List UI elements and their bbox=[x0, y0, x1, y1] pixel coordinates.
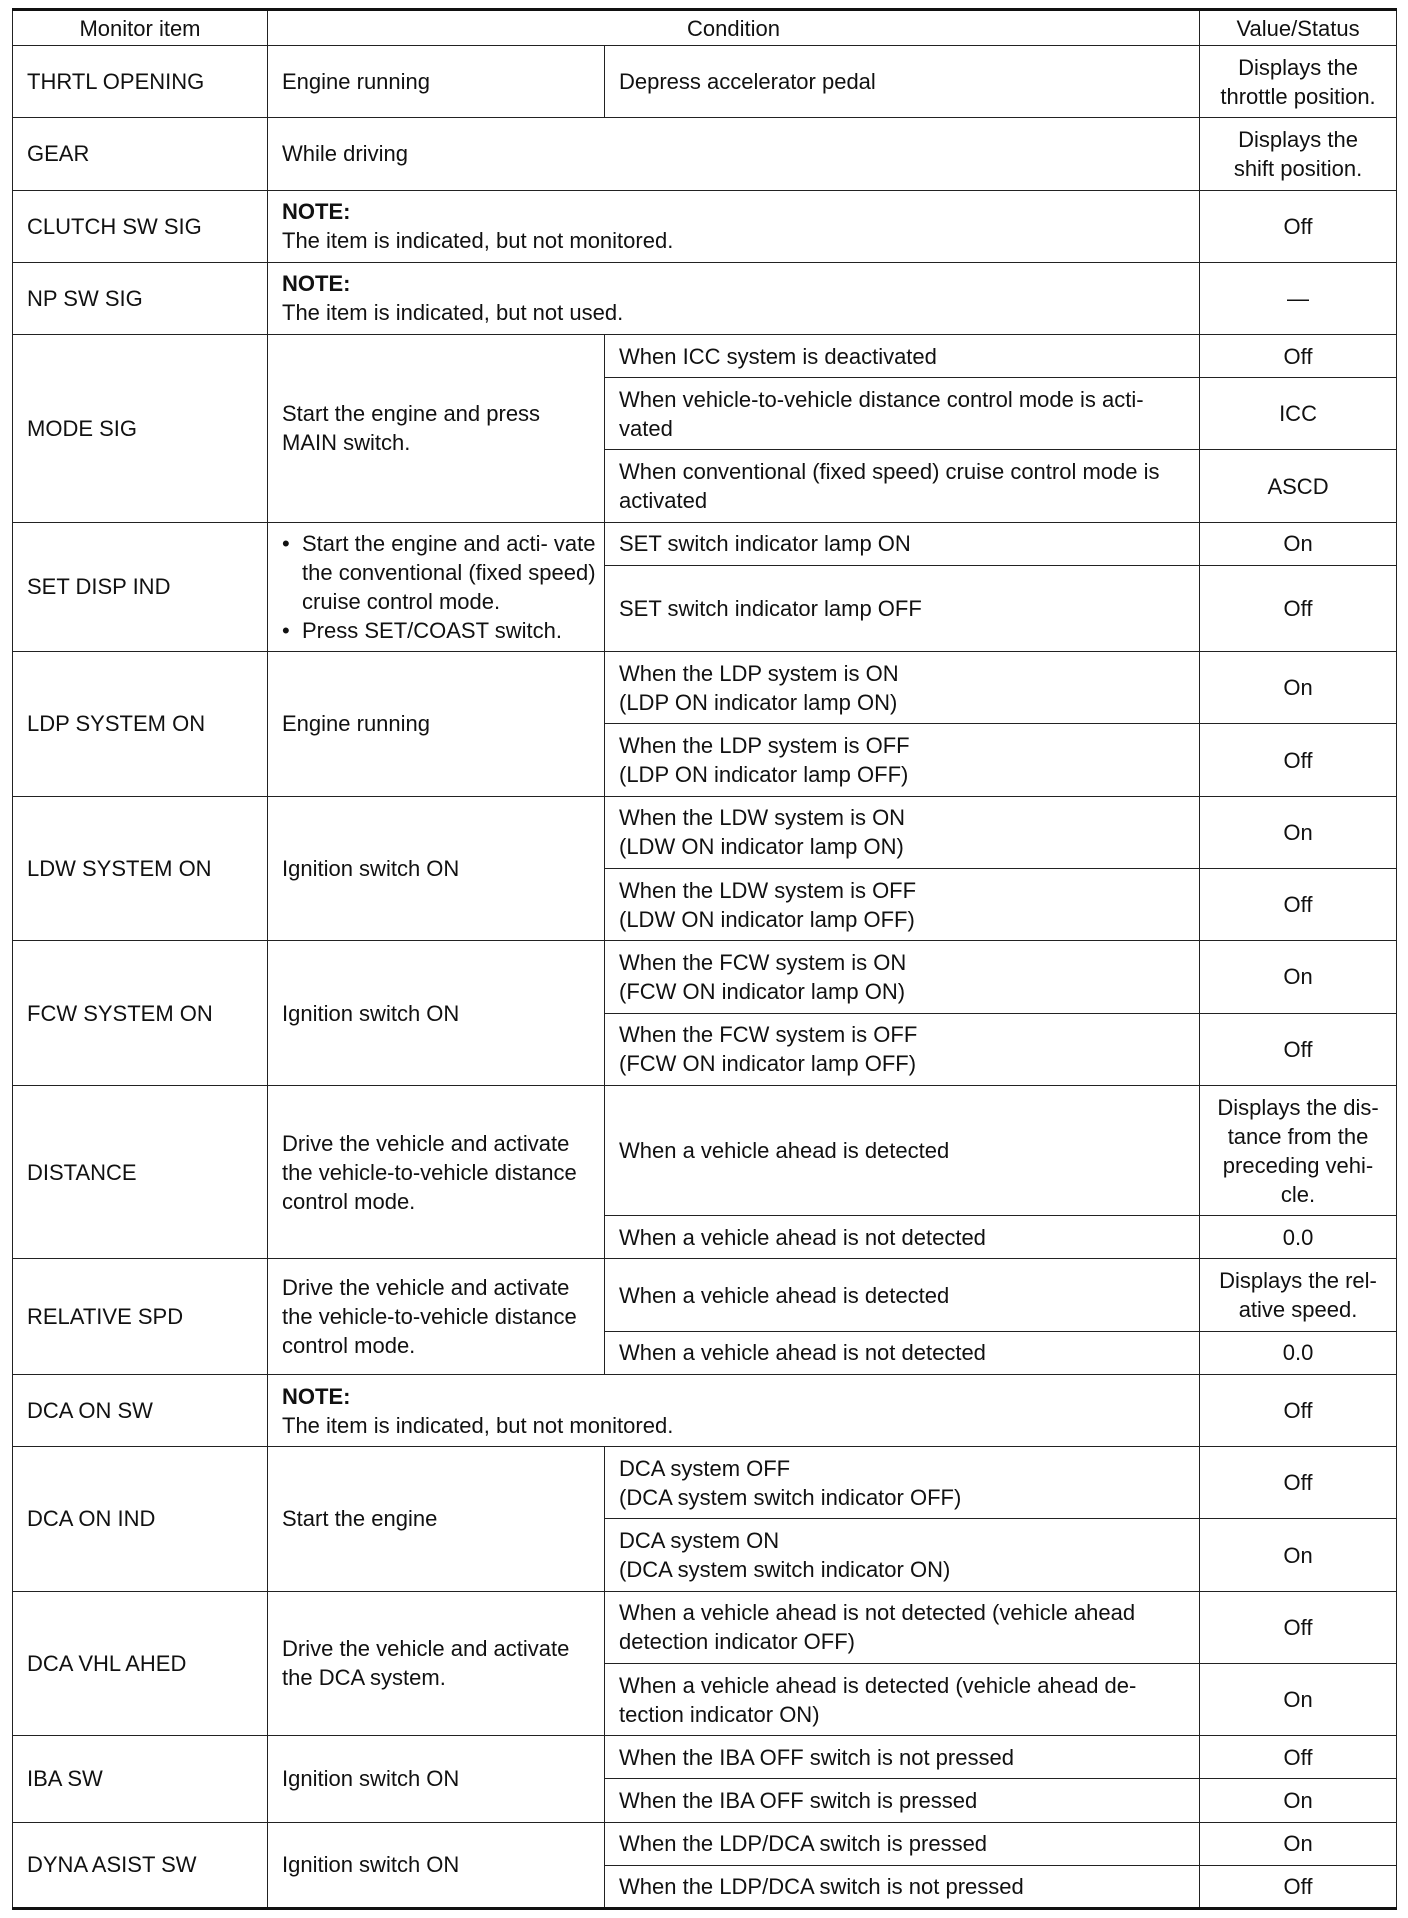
condition-cell: Ignition switch ON bbox=[268, 941, 605, 1086]
sub-condition-cell: When the IBA OFF switch is pressed bbox=[605, 1779, 1200, 1822]
value-line: shift position. bbox=[1233, 155, 1363, 181]
condition-line: (LDW ON indicator lamp ON) bbox=[619, 834, 904, 860]
table-row bbox=[13, 46, 1397, 118]
monitor-item: SET DISP IND bbox=[13, 522, 268, 651]
condition-cell: Start the engine bbox=[268, 1447, 605, 1592]
sub-condition-cell bbox=[605, 1663, 1200, 1735]
sub-condition-cell bbox=[605, 378, 1200, 450]
table-row bbox=[13, 1591, 1397, 1663]
note-cell bbox=[268, 190, 1200, 262]
condition-line: DCA system ON bbox=[619, 1528, 780, 1554]
monitor-table bbox=[12, 8, 1397, 1910]
condition-line: When vehicle-to-vehicle distance control mode is acti- bbox=[619, 386, 1144, 412]
condition-line: the vehicle-to-vehicle distance bbox=[282, 1304, 577, 1330]
value-cell: Off bbox=[1200, 1374, 1397, 1446]
table-row bbox=[13, 190, 1397, 262]
sub-condition-cell: When a vehicle ahead is not detected bbox=[605, 1216, 1200, 1259]
monitor-item: CLUTCH SW SIG bbox=[13, 190, 268, 262]
value-cell: 0.0 bbox=[1200, 1331, 1397, 1374]
table-row bbox=[13, 118, 1397, 190]
sub-condition-cell: When the LDP/DCA switch is pressed bbox=[605, 1822, 1200, 1865]
sub-condition-cell: When a vehicle ahead is not detected bbox=[605, 1331, 1200, 1374]
condition-line: the DCA system. bbox=[282, 1665, 446, 1691]
sub-condition-cell: SET switch indicator lamp ON bbox=[605, 522, 1200, 565]
monitor-item: DYNA ASIST SW bbox=[13, 1822, 268, 1908]
sub-condition-cell: Depress accelerator pedal bbox=[605, 46, 1200, 118]
value-cell bbox=[1200, 118, 1397, 190]
condition-line: Start the engine and press bbox=[282, 401, 541, 427]
header-row bbox=[13, 10, 1397, 46]
condition-line: When the LDW system is OFF bbox=[619, 877, 917, 903]
sub-condition-cell: When a vehicle ahead is detected bbox=[605, 1085, 1200, 1215]
condition-cell: Engine running bbox=[268, 46, 605, 118]
value-cell: Off bbox=[1200, 565, 1397, 651]
table-row bbox=[13, 941, 1397, 1013]
table-row bbox=[13, 262, 1397, 334]
value-cell: On bbox=[1200, 652, 1397, 724]
monitor-item: DCA ON IND bbox=[13, 1447, 268, 1592]
condition-line: (LDP ON indicator lamp OFF) bbox=[619, 762, 909, 788]
sub-condition-cell bbox=[605, 869, 1200, 941]
condition-line: (DCA system switch indicator ON) bbox=[619, 1557, 951, 1583]
condition-cell: Engine running bbox=[268, 652, 605, 797]
sub-condition-cell bbox=[605, 652, 1200, 724]
monitor-item: DCA ON SW bbox=[13, 1374, 268, 1446]
value-cell: Off bbox=[1200, 1447, 1397, 1519]
value-cell: ASCD bbox=[1200, 450, 1397, 522]
value-cell: — bbox=[1200, 262, 1397, 334]
condition-line: (FCW ON indicator lamp OFF) bbox=[619, 1051, 917, 1077]
table-row bbox=[13, 796, 1397, 868]
condition-line: When a vehicle ahead is not detected (vehicle ahead bbox=[619, 1600, 1136, 1626]
sub-condition-cell bbox=[605, 1013, 1200, 1085]
note-text: The item is indicated, but not monitored. bbox=[282, 1412, 674, 1438]
condition-cell bbox=[268, 1085, 605, 1259]
condition-bullet-list bbox=[280, 529, 598, 645]
value-cell: Off bbox=[1200, 1591, 1397, 1663]
value-cell: On bbox=[1200, 522, 1397, 565]
condition-line: activated bbox=[619, 488, 708, 514]
monitor-item: MODE SIG bbox=[13, 335, 268, 523]
condition-line: control mode. bbox=[282, 1333, 416, 1359]
sub-condition-cell: When ICC system is deactivated bbox=[605, 335, 1200, 378]
value-cell bbox=[1200, 1085, 1397, 1215]
value-cell bbox=[1200, 1259, 1397, 1331]
condition-cell bbox=[268, 1259, 605, 1374]
condition-line: Drive the vehicle and activate bbox=[282, 1130, 570, 1156]
value-cell: On bbox=[1200, 1519, 1397, 1591]
condition-cell: While driving bbox=[268, 118, 1200, 190]
sub-condition-cell: When the LDP/DCA switch is not pressed bbox=[605, 1865, 1200, 1908]
condition-cell: Ignition switch ON bbox=[268, 1822, 605, 1908]
sub-condition-cell bbox=[605, 724, 1200, 796]
value-cell: Off bbox=[1200, 1013, 1397, 1085]
condition-line: When the LDP system is ON bbox=[619, 660, 899, 686]
value-line: Displays the bbox=[1238, 54, 1358, 80]
condition-cell: Ignition switch ON bbox=[268, 1736, 605, 1822]
table-row bbox=[13, 1447, 1397, 1519]
condition-line: tection indicator ON) bbox=[619, 1701, 820, 1727]
table-row bbox=[13, 1085, 1397, 1215]
value-line: Displays the rel- bbox=[1219, 1268, 1377, 1294]
value-cell: Off bbox=[1200, 869, 1397, 941]
sub-condition-cell: When a vehicle ahead is detected bbox=[605, 1259, 1200, 1331]
value-cell: On bbox=[1200, 941, 1397, 1013]
condition-bullet: • Press SET/COAST switch. bbox=[280, 616, 598, 645]
condition-line: vated bbox=[619, 415, 673, 441]
monitor-item: THRTL OPENING bbox=[13, 46, 268, 118]
value-cell: On bbox=[1200, 1779, 1397, 1822]
table-row bbox=[13, 522, 1397, 565]
sub-condition-cell: When the IBA OFF switch is not pressed bbox=[605, 1736, 1200, 1779]
value-cell: On bbox=[1200, 1663, 1397, 1735]
condition-line: When conventional (fixed speed) cruise control mode is bbox=[619, 459, 1160, 485]
note-label: NOTE: bbox=[282, 1383, 351, 1409]
condition-line: When the FCW system is ON bbox=[619, 949, 907, 975]
value-cell: On bbox=[1200, 796, 1397, 868]
condition-line: the vehicle-to-vehicle distance bbox=[282, 1159, 577, 1185]
condition-line: (LDW ON indicator lamp OFF) bbox=[619, 906, 915, 932]
sub-condition-cell bbox=[605, 1447, 1200, 1519]
value-cell: Off bbox=[1200, 335, 1397, 378]
condition-line: Drive the vehicle and activate bbox=[282, 1275, 570, 1301]
table-row bbox=[13, 335, 1397, 378]
header-value-status: Value/Status bbox=[1200, 10, 1397, 46]
monitor-item: NP SW SIG bbox=[13, 262, 268, 334]
monitor-item: DCA VHL AHED bbox=[13, 1591, 268, 1736]
sub-condition-cell bbox=[605, 1591, 1200, 1663]
condition-bullet: • Start the engine and acti- vate the conventional (fixed speed) cruise control mode. bbox=[280, 529, 598, 616]
condition-cell: Ignition switch ON bbox=[268, 796, 605, 941]
value-cell: 0.0 bbox=[1200, 1216, 1397, 1259]
monitor-item: RELATIVE SPD bbox=[13, 1259, 268, 1374]
condition-cell bbox=[268, 1591, 605, 1736]
value-line: Displays the bbox=[1238, 126, 1358, 152]
condition-line: When the LDP system is OFF bbox=[619, 733, 910, 759]
note-text: The item is indicated, but not used. bbox=[282, 300, 624, 326]
note-cell bbox=[268, 1374, 1200, 1446]
monitor-item: GEAR bbox=[13, 118, 268, 190]
value-line: tance from the bbox=[1227, 1123, 1369, 1149]
condition-line: detection indicator OFF) bbox=[619, 1629, 855, 1655]
condition-line: DCA system OFF bbox=[619, 1455, 791, 1481]
monitor-item: LDW SYSTEM ON bbox=[13, 796, 268, 941]
table-row bbox=[13, 1259, 1397, 1331]
value-line: throttle position. bbox=[1220, 83, 1376, 109]
sub-condition-cell bbox=[605, 1519, 1200, 1591]
value-cell bbox=[1200, 46, 1397, 118]
header-monitor-item: Monitor item bbox=[13, 10, 268, 46]
value-cell: On bbox=[1200, 1822, 1397, 1865]
condition-cell bbox=[268, 335, 605, 523]
value-cell: Off bbox=[1200, 1736, 1397, 1779]
condition-line: When a vehicle ahead is detected (vehicle ahead de- bbox=[619, 1672, 1137, 1698]
condition-line: (LDP ON indicator lamp ON) bbox=[619, 689, 898, 715]
value-cell: Off bbox=[1200, 1865, 1397, 1908]
value-line: cle. bbox=[1280, 1181, 1316, 1207]
note-cell bbox=[268, 262, 1200, 334]
value-cell: Off bbox=[1200, 190, 1397, 262]
condition-line: control mode. bbox=[282, 1188, 416, 1214]
note-text: The item is indicated, but not monitored. bbox=[282, 228, 674, 254]
table-row bbox=[13, 1736, 1397, 1779]
note-label: NOTE: bbox=[282, 271, 351, 297]
condition-line: When the LDW system is ON bbox=[619, 805, 906, 831]
condition-line: Drive the vehicle and activate bbox=[282, 1636, 570, 1662]
table-row bbox=[13, 1374, 1397, 1446]
table-row bbox=[13, 1822, 1397, 1865]
value-line: Displays the dis- bbox=[1217, 1094, 1379, 1120]
value-line: preceding vehi- bbox=[1222, 1152, 1374, 1178]
sub-condition-cell bbox=[605, 941, 1200, 1013]
note-label: NOTE: bbox=[282, 199, 351, 225]
value-cell: Off bbox=[1200, 724, 1397, 796]
condition-line: When the FCW system is OFF bbox=[619, 1022, 918, 1048]
sub-condition-cell bbox=[605, 450, 1200, 522]
condition-cell bbox=[268, 522, 605, 651]
condition-line: MAIN switch. bbox=[282, 430, 411, 456]
header-condition: Condition bbox=[268, 10, 1200, 46]
monitor-item: FCW SYSTEM ON bbox=[13, 941, 268, 1086]
condition-line: (DCA system switch indicator OFF) bbox=[619, 1484, 962, 1510]
monitor-item: IBA SW bbox=[13, 1736, 268, 1822]
sub-condition-cell: SET switch indicator lamp OFF bbox=[605, 565, 1200, 651]
sub-condition-cell bbox=[605, 796, 1200, 868]
table-row bbox=[13, 652, 1397, 724]
monitor-item: LDP SYSTEM ON bbox=[13, 652, 268, 797]
monitor-item: DISTANCE bbox=[13, 1085, 268, 1259]
condition-line: (FCW ON indicator lamp ON) bbox=[619, 978, 906, 1004]
value-line: ative speed. bbox=[1238, 1297, 1358, 1323]
value-cell: ICC bbox=[1200, 378, 1397, 450]
